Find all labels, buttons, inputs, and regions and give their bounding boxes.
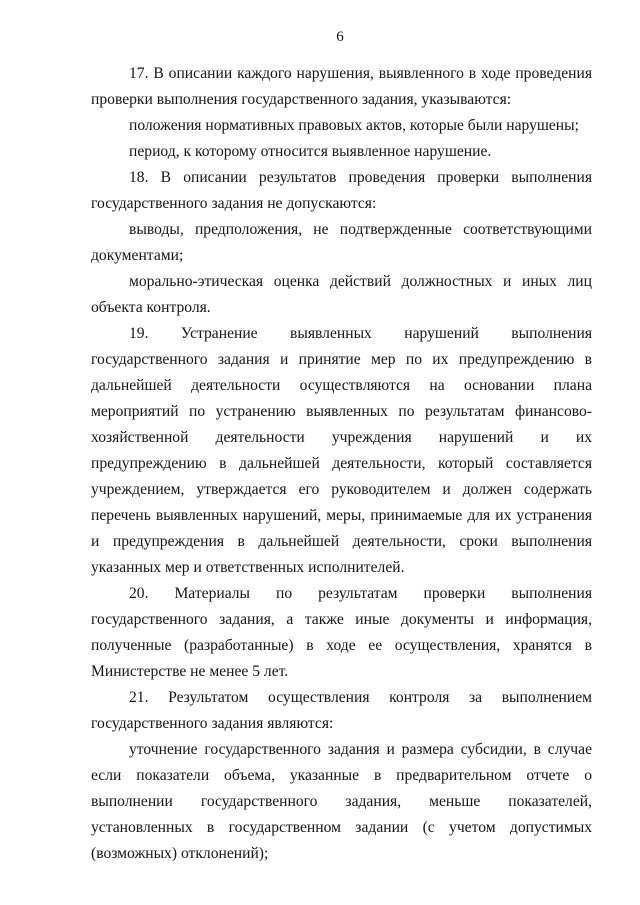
paragraph-18-item-1: выводы, предположения, не подтвержденные соответствующими документами; [91,221,592,264]
paragraph-18: 18. В описании результатов проведения проверки выполнения государственного задания не допускаются: [91,169,592,212]
paragraph-17-item-2: период, к которому относится выявленное нарушение. [129,143,492,160]
paragraph-18-item-2: морально-этическая оценка действий должностных и иных лиц объекта контроля. [91,273,592,316]
paragraph-19: 19. Устранение выявленных нарушений выполнения государственного задания и принятие мер по их предупреждению в дальнейшей деятельности осуществляются на основании плана мероприятий по устранению выявленных по результатам финансово-хозяйственной деятельности учреждения нарушений и их предупреждению в дальнейшей деятельности, который составляется учреждением, утверждается его руководителем и должен содержать перечень выявленных нарушений, меры, принимаемые для их устранения и предупреждения в дальнейшей деятельности, сроки выполнения указанных мер и ответственных исполнителей. [91,325,592,576]
paragraph-20: 20. Материалы по результатам проверки выполнения государственного задания, а также иные документы и информация, полученные (разработанные) в ходе ее осуществления, хранятся в Министерстве не менее 5 лет. [91,585,592,680]
page-number: 6 [336,29,344,45]
paragraph-21-item-1: уточнение государственного задания и размера субсидии, в случае если показатели объема, указанные в предварительном отчете о выполнении государственного задания, меньше показателей, установленных в государственном задании (с учетом допустимых (возможных) отклонений); [91,741,592,862]
paragraph-17: 17. В описании каждого нарушения, выявленного в ходе проведения проверки выполнения государственного задания, указываются: [91,65,592,108]
paragraph-21: 21. Результатом осуществления контроля за выполнением государственного задания являются: [91,689,592,732]
paragraph-17-item-1: положения нормативных правовых актов, которые были нарушены; [129,117,579,134]
document-body [91,61,592,867]
